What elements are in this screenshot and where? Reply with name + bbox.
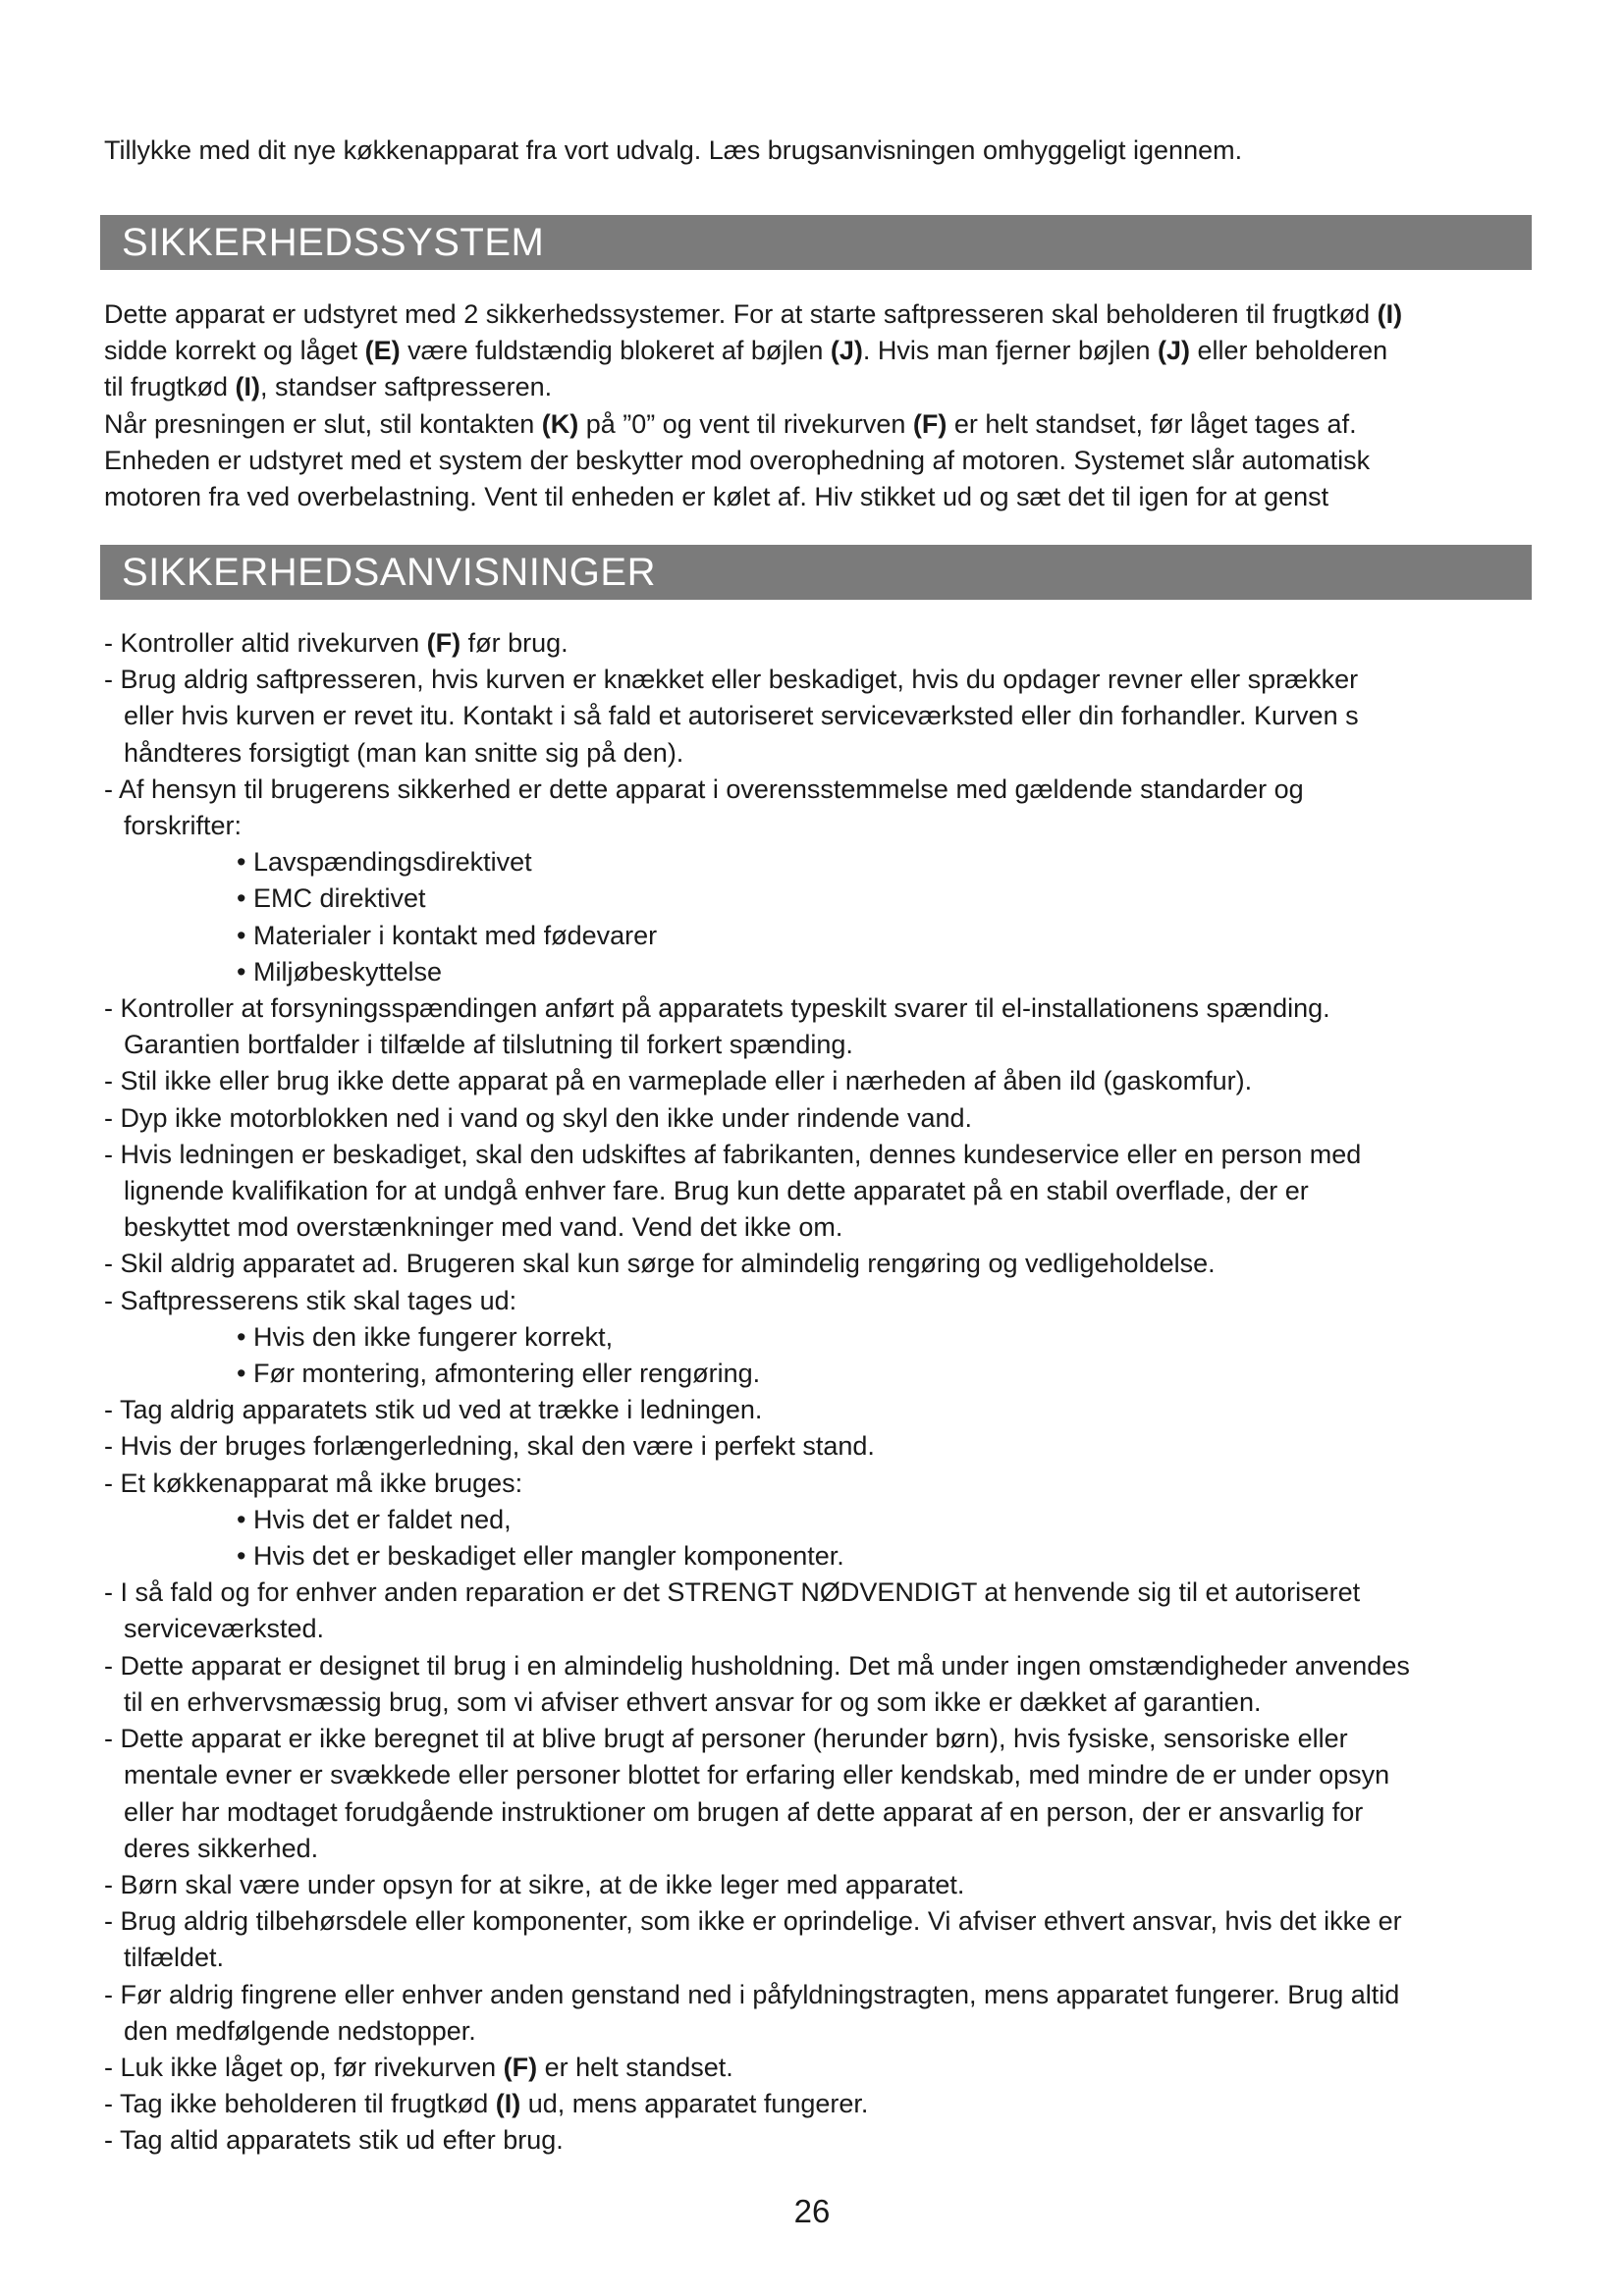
list-item (104, 1100, 1624, 1137)
list-item-continuation (104, 1757, 1624, 1793)
text-segment: motoren fra ved overbelastning. Vent til enheden er kølet af. Hiv stikket ud og sæt det til igen for at genst (104, 482, 1329, 512)
safety-system-paragraph (104, 296, 1597, 515)
paragraph-line (104, 296, 1597, 333)
reference-letter: (J) (1158, 336, 1190, 366)
bullet-item (104, 1538, 1624, 1575)
reference-letter: (I) (495, 2089, 521, 2119)
text-segment: Enheden er udstyret med et system der beskytter mod overophedning af motoren. Systemet slår automatisk (104, 445, 1371, 475)
list-item-continuation (104, 1794, 1624, 1831)
list-item (104, 1392, 1624, 1428)
list-item (104, 1903, 1624, 1940)
text-segment: . Hvis man fjerner bøjlen (862, 336, 1158, 366)
list-item (104, 990, 1624, 1027)
bullet-item (104, 1356, 1624, 1392)
list-item (104, 662, 1624, 698)
safety-instructions-list (104, 625, 1624, 2160)
reference-letter: (I) (235, 372, 261, 402)
text-segment: • Hvis det er faldet ned, (237, 1504, 512, 1534)
reference-letter: (F) (503, 2052, 538, 2082)
paragraph-line (104, 479, 1597, 515)
text-segment: - Hvis ledningen er beskadiget, skal den udskiftes af fabrikanten, dennes kundeservice eller en person med (104, 1139, 1362, 1169)
reference-letter: (J) (830, 336, 863, 366)
bullet-item (104, 1319, 1624, 1356)
bullet-item (104, 918, 1624, 954)
text-segment: - Brug aldrig saftpresseren, hvis kurven er knækket eller beskadiget, hvis du opdager revner eller sprækker (104, 665, 1359, 695)
text-segment: lignende kvalifikation for at undgå enhver fare. Brug kun dette apparatet på en stabil overflade, der er (124, 1176, 1309, 1206)
text-segment: • Materialer i kontakt med fødevarer (237, 920, 658, 950)
text-segment: - Saftpresserens stik skal tages ud: (104, 1285, 517, 1315)
text-segment: - Luk ikke låget op, før rivekurven (104, 2052, 504, 2082)
text-segment: på ”0” og vent til rivekurven (578, 408, 913, 439)
text-segment: serviceværksted. (124, 1614, 325, 1644)
list-item-continuation (104, 2013, 1624, 2050)
text-segment: - Brug aldrig tilbehørsdele eller komponenter, som ikke er oprindelige. Vi afviser ethvert ansvar, hvis det ikke er (104, 1906, 1402, 1937)
text-segment: - Et køkkenapparat må ikke bruges: (104, 1468, 523, 1498)
text-segment: - Kontroller at forsyningsspændingen anført på apparatets typeskilt svarer til el-installationens spænding. (104, 993, 1330, 1024)
reference-letter: (F) (912, 408, 947, 439)
text-segment: Når presningen er slut, stil kontakten (104, 408, 542, 439)
list-item (104, 772, 1624, 808)
text-segment: • Før montering, afmontering eller rengøring. (237, 1359, 761, 1389)
paragraph-line (104, 443, 1597, 479)
bullet-item (104, 954, 1624, 990)
text-segment: mentale evner er svækkede eller personer blottet for erfaring eller kendskab, med mindre de er under opsyn (124, 1760, 1390, 1790)
text-segment: sidde korrekt og låget (104, 336, 365, 366)
text-segment: - Dyp ikke motorblokken ned i vand og skyl den ikke under rindende vand. (104, 1102, 972, 1133)
text-segment: Garantien bortfalder i tilfælde af tilslutning til forkert spænding. (124, 1030, 853, 1060)
text-segment: • Hvis det er beskadiget eller mangler komponenter. (237, 1541, 844, 1572)
list-item (104, 1063, 1624, 1099)
list-item-continuation (104, 1831, 1624, 1867)
text-segment: deres sikkerhed. (124, 1833, 319, 1863)
paragraph-line (104, 333, 1597, 369)
text-segment: Dette apparat er udstyret med 2 sikkerhedssystemer. For at starte saftpresseren skal beholderen til frugtkød (104, 299, 1378, 329)
text-segment: - I så fald og for enhver anden reparation er det STRENGT NØDVENDIGT at henvende sig til et autoriseret (104, 1577, 1361, 1608)
text-segment: håndteres forsigtigt (man kan snitte sig på den). (124, 737, 684, 768)
reference-letter: (I) (1377, 299, 1403, 329)
text-segment: - Dette apparat er ikke beregnet til at blive brugt af personer (herunder børn), hvis fysiske, sensoriske eller (104, 1724, 1348, 1754)
list-item (104, 1648, 1624, 1684)
list-item (104, 2086, 1624, 2122)
text-segment: - Stil ikke eller brug ikke dette apparat på en varmeplade eller i nærheden af åben ild (gaskomfur). (104, 1066, 1253, 1096)
list-item-continuation (104, 808, 1624, 844)
list-item (104, 1428, 1624, 1465)
text-segment: • EMC direktivet (237, 883, 426, 914)
text-segment: til en erhvervsmæssig brug, som vi afviser ethvert ansvar for og som ikke er dækket af garantien. (124, 1686, 1262, 1717)
text-segment: • Hvis den ikke fungerer korrekt, (237, 1321, 614, 1352)
text-segment: er helt standset. (537, 2052, 733, 2082)
list-item-continuation (104, 1173, 1624, 1209)
text-segment: eller hvis kurven er revet itu. Kontakt i så fald et autoriseret serviceværksted eller din forhandler. Kurven s (124, 701, 1359, 731)
text-segment: - Hvis der bruges forlængerledning, skal den være i perfekt stand. (104, 1431, 875, 1462)
list-item (104, 2050, 1624, 2086)
text-segment: tilfældet. (124, 1943, 225, 1973)
text-segment: - Før aldrig fingrene eller enhver anden genstand ned i påfyldningstragten, mens apparatet fungerer. Brug altid (104, 1979, 1400, 2009)
text-segment: - Tag altid apparatets stik ud efter brug. (104, 2125, 564, 2156)
list-item (104, 1867, 1624, 1903)
text-segment: beskyttet mod overstænkninger med vand. Vend det ikke om. (124, 1212, 843, 1243)
reference-letter: (K) (541, 408, 579, 439)
text-segment: ud, mens apparatet fungerer. (520, 2089, 869, 2119)
text-segment: - Børn skal være under opsyn for at sikre, at de ikke leger med apparatet. (104, 1869, 965, 1899)
section-heading-safety-system: SIKKERHEDSSYSTEM (100, 215, 1532, 270)
bullet-item (104, 881, 1624, 917)
list-item (104, 1575, 1624, 1611)
list-item (104, 1721, 1624, 1757)
text-segment: til frugtkød (104, 372, 236, 402)
reference-letter: (E) (364, 336, 401, 366)
list-item-continuation (104, 1611, 1624, 1647)
text-segment: den medfølgende nedstopper. (124, 2015, 476, 2046)
text-segment: eller har modtaget forudgående instruktioner om brugen af dette apparat af en person, der er ansvarlig for (124, 1796, 1364, 1827)
reference-letter: (F) (426, 628, 461, 658)
text-segment: - Kontroller altid rivekurven (104, 628, 427, 658)
text-segment: forskrifter: (124, 811, 243, 841)
list-item (104, 1466, 1624, 1502)
list-item (104, 1977, 1624, 2013)
list-item (104, 625, 1624, 662)
text-segment: eller beholderen (1190, 336, 1388, 366)
text-segment: - Skil aldrig apparatet ad. Brugeren skal kun sørge for almindelig rengøring og vedligeholdelse. (104, 1249, 1216, 1279)
list-item-continuation (104, 698, 1624, 734)
list-item-continuation (104, 1027, 1624, 1063)
text-segment: - Tag ikke beholderen til frugtkød (104, 2089, 496, 2119)
bullet-item (104, 844, 1624, 881)
paragraph-line (104, 406, 1597, 443)
intro-text: Tillykke med dit nye køkkenapparat fra vort udvalg. Læs brugsanvisningen omhyggeligt igennem. (104, 135, 1243, 165)
text-segment: - Af hensyn til brugerens sikkerhed er dette apparat i overensstemmelse med gældende standarder og (104, 774, 1304, 804)
text-segment: - Tag aldrig apparatets stik ud ved at trække i ledningen. (104, 1395, 763, 1425)
text-segment: er helt standset, før låget tages af. (947, 408, 1357, 439)
text-segment: før brug. (460, 628, 568, 658)
list-item (104, 1137, 1624, 1173)
text-segment: • Miljøbeskyttelse (237, 956, 442, 987)
list-item-continuation (104, 1209, 1624, 1246)
bullet-item (104, 1502, 1624, 1538)
text-segment: • Lavspændingsdirektivet (237, 847, 532, 878)
list-item (104, 2122, 1624, 2159)
list-item (104, 1246, 1624, 1282)
section-heading-safety-instructions: SIKKERHEDSANVISNINGER (100, 545, 1532, 600)
list-item-continuation (104, 1940, 1624, 1976)
list-item-continuation (104, 735, 1624, 772)
list-item-continuation (104, 1684, 1624, 1721)
paragraph-line (104, 369, 1597, 405)
text-segment: , standser saftpresseren. (260, 372, 553, 402)
text-segment: - Dette apparat er designet til brug i en almindelig husholdning. Det må under ingen omstændigheder anvendes (104, 1650, 1410, 1681)
list-item (104, 1283, 1624, 1319)
text-segment: være fuldstændig blokeret af bøjlen (400, 336, 831, 366)
page-number: 26 (793, 2193, 831, 2229)
